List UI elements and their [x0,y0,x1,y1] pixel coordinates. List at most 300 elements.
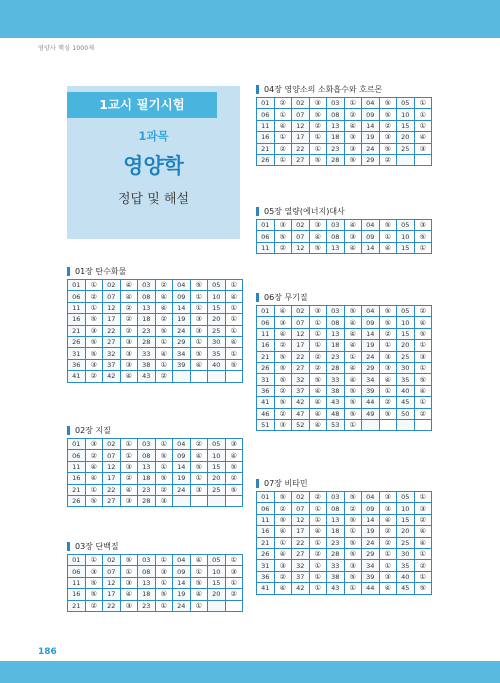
answer-cell: ③ [274,560,292,571]
question-number-cell: 08 [327,231,345,242]
question-number-cell: 11 [257,120,275,131]
question-number-cell: 18 [327,526,345,537]
answer-table [256,219,432,254]
question-number-cell: 05 [397,492,415,503]
answer-cell: ① [309,143,327,154]
question-number-cell: 31 [257,560,275,571]
question-number-cell: 08 [327,317,345,328]
answer-cell: ⑤ [379,98,397,109]
question-number-cell: 03 [138,555,156,566]
answer-cell: ⑤ [344,306,362,317]
question-number-cell: 35 [397,560,415,571]
question-number-cell: 41 [257,583,275,594]
answer-cell: ② [414,560,432,571]
question-number-cell: 32 [103,348,121,359]
answer-cell: ④ [344,328,362,339]
answer-cell: ① [190,473,208,484]
answer-cell: ① [85,555,103,566]
table-row [257,220,432,231]
question-number-cell: 53 [327,419,345,430]
answer-cell: ② [120,314,138,325]
table-row [257,408,432,419]
question-number-cell: 11 [68,302,86,313]
question-number-cell: 23 [138,484,156,495]
answer-cell: ① [414,340,432,351]
answer-cell: ④ [379,374,397,385]
answer-table [67,438,243,507]
answer-cell: ④ [120,371,138,382]
answer-cell: ⑤ [379,143,397,154]
question-number-cell: 21 [257,143,275,154]
answer-cell: ① [414,109,432,120]
answer-cell: ② [85,600,103,611]
question-number-cell: 26 [68,495,86,506]
answer-cell: ⑤ [344,537,362,548]
question-number-cell: 10 [397,109,415,120]
question-number-cell [208,600,226,611]
question-number-cell: 15 [397,120,415,131]
question-number-cell: 12 [103,577,121,588]
question-number-cell: 21 [68,484,86,495]
answer-cell: ② [274,408,292,419]
answer-cell: ③ [414,351,432,362]
answer-cell: ① [155,577,173,588]
question-number-cell: 02 [292,306,310,317]
table-row [257,548,432,559]
subject-number: 1과목 [138,129,169,143]
question-number-cell: 06 [257,317,275,328]
answer-cell: ⑤ [85,348,103,359]
question-number-cell: 21 [68,600,86,611]
answer-cell: ④ [414,526,432,537]
question-number-cell: 01 [257,492,275,503]
answer-table [67,279,243,383]
question-number-cell: 33 [327,560,345,571]
table-row [68,555,243,566]
question-number-cell: 21 [68,325,86,336]
question-number-cell: 40 [397,385,415,396]
question-number-cell: 15 [397,514,415,525]
answer-cell: ④ [274,526,292,537]
exam-label: 1교시 필기시험 [67,92,217,118]
answer-cell: ② [414,408,432,419]
question-number-cell: 20 [208,314,226,325]
question-number-cell: 26 [257,548,275,559]
question-number-cell: 02 [103,555,121,566]
question-number-cell: 26 [68,336,86,347]
answer-cell: ⑤ [344,397,362,408]
answer-cell: ② [379,526,397,537]
question-number-cell: 09 [362,317,380,328]
answer-cell: ③ [155,566,173,577]
answer-cell: ② [120,473,138,484]
question-number-cell: 41 [257,397,275,408]
answer-cell [190,495,208,506]
answer-cell: ③ [85,566,103,577]
answer-section [256,82,432,166]
question-number-cell: 19 [173,473,191,484]
question-number-cell: 18 [138,473,156,484]
answer-section [67,539,243,612]
answer-cell: ⑤ [379,317,397,328]
answer-cell: ③ [414,143,432,154]
table-row [257,503,432,514]
question-number-cell: 04 [173,280,191,291]
question-number-cell: 04 [362,98,380,109]
answer-cell: ④ [190,359,208,370]
question-number-cell: 13 [327,514,345,525]
answer-cell: ⑤ [120,555,138,566]
question-number-cell [208,371,226,382]
answer-cell: ④ [190,450,208,461]
answer-cell: ⑤ [155,589,173,600]
answer-cell: ⑤ [309,109,327,120]
question-number-cell: 09 [173,450,191,461]
table-row [68,325,243,336]
question-number-cell: 09 [362,503,380,514]
question-number-cell: 15 [208,302,226,313]
question-number-cell: 19 [362,132,380,143]
table-row [68,566,243,577]
question-number-cell: 24 [362,537,380,548]
running-header: 영양사 핵심 1000제 [38,45,95,52]
question-number-cell: 26 [257,154,275,165]
answer-cell: ③ [344,132,362,143]
question-number-cell: 15 [208,577,226,588]
question-number-cell: 10 [208,450,226,461]
answer-cell: ① [190,336,208,347]
table-row [257,362,432,373]
table-row [257,231,432,242]
answer-section [256,204,432,254]
question-number-cell: 04 [362,492,380,503]
question-number-cell: 25 [397,537,415,548]
answer-cell: ② [379,537,397,548]
answer-cell: ⑤ [85,577,103,588]
answer-cell: ④ [344,220,362,231]
question-number-cell: 35 [208,348,226,359]
question-number-cell: 07 [292,109,310,120]
answer-cell: ③ [379,492,397,503]
question-number-cell: 03 [327,220,345,231]
answer-cell: ⑤ [155,450,173,461]
question-number-cell: 10 [208,566,226,577]
answer-cell: ③ [120,359,138,370]
answer-cell: ② [309,548,327,559]
answer-cell: ④ [155,291,173,302]
section-marker [256,479,259,488]
question-number-cell: 10 [208,291,226,302]
question-number-cell: 02 [103,439,121,450]
answer-table [256,97,432,166]
answer-cell: ④ [309,385,327,396]
question-number-cell: 16 [257,132,275,143]
answer-cell [379,419,397,430]
question-number-cell: 06 [68,566,86,577]
answer-cell: ⑤ [309,242,327,253]
question-number-cell: 24 [173,600,191,611]
answer-cell: ④ [414,537,432,548]
page-number: 186 [38,647,57,657]
answer-cell: ③ [414,503,432,514]
question-number-cell: 27 [292,548,310,559]
answer-cell: ③ [379,351,397,362]
question-number-cell: 34 [362,560,380,571]
answer-cell: ④ [379,242,397,253]
answer-table [67,554,243,612]
answer-cell: ③ [120,577,138,588]
answer-cell: ③ [344,143,362,154]
table-row [257,132,432,143]
answer-cell: ④ [414,132,432,143]
answer-cell: ② [155,484,173,495]
question-number-cell: 40 [397,571,415,582]
question-number-cell: 05 [397,98,415,109]
answer-cell: ② [274,503,292,514]
section-marker [67,267,70,276]
answer-cell: ⑤ [344,492,362,503]
answer-cell: ③ [85,439,103,450]
question-number-cell: 13 [327,328,345,339]
answer-cell: ② [274,242,292,253]
question-number-cell: 02 [292,492,310,503]
table-row [257,537,432,548]
question-number-cell: 15 [208,461,226,472]
answer-cell: ④ [120,291,138,302]
question-number-cell: 10 [397,231,415,242]
answer-cell: ② [190,439,208,450]
answer-cell: ① [225,314,243,325]
section-marker [67,542,70,551]
question-number-cell: 20 [208,473,226,484]
question-number-cell: 05 [397,306,415,317]
answer-cell: ② [379,120,397,131]
answer-cell [225,371,243,382]
answer-cell: ⑤ [344,408,362,419]
question-number-cell [362,419,380,430]
answer-cell: ① [379,340,397,351]
question-number-cell: 17 [292,526,310,537]
question-number-cell: 04 [362,220,380,231]
question-number-cell: 32 [292,374,310,385]
answer-cell: ④ [414,385,432,396]
question-number-cell: 04 [362,306,380,317]
table-row [68,302,243,313]
answer-cell: ④ [225,291,243,302]
question-number-cell: 07 [292,503,310,514]
answer-cell: ① [309,340,327,351]
question-number-cell: 49 [362,408,380,419]
answer-cell: ① [309,132,327,143]
answer-cell: ① [344,526,362,537]
table-row [257,583,432,594]
section-title-text: 05장 열량(에너지)대사 [264,206,345,216]
question-number-cell: 13 [138,577,156,588]
question-number-cell: 14 [362,120,380,131]
answer-cell: ① [225,325,243,336]
answer-cell: ② [379,397,397,408]
question-number-cell: 20 [397,132,415,143]
question-number-cell: 05 [208,280,226,291]
answer-cell: ② [309,492,327,503]
answer-cell: ④ [344,340,362,351]
answer-cell: ① [225,280,243,291]
section-title-text: 02장 지질 [75,425,111,435]
answer-cell: ④ [309,231,327,242]
question-number-cell: 44 [362,583,380,594]
answer-cell: ① [414,571,432,582]
question-number-cell: 20 [397,526,415,537]
answer-cell: ③ [120,495,138,506]
question-number-cell: 03 [327,306,345,317]
answer-cell: ① [274,154,292,165]
question-number-cell: 09 [173,566,191,577]
answer-cell: ⑤ [414,231,432,242]
question-number-cell: 21 [257,351,275,362]
answer-cell: ⑤ [414,374,432,385]
table-row [68,461,243,472]
answer-section [67,264,243,383]
answer-cell: ① [309,328,327,339]
answer-cell: ③ [274,317,292,328]
question-number-cell: 03 [138,439,156,450]
answer-cell: ② [274,340,292,351]
section-marker [256,85,259,94]
table-row [257,120,432,131]
question-number-cell: 02 [292,98,310,109]
table-row [257,385,432,396]
question-number-cell: 11 [68,461,86,472]
table-row [68,371,243,382]
cover-box [67,86,240,239]
question-number-cell: 33 [138,348,156,359]
question-number-cell: 28 [327,548,345,559]
answer-cell: ③ [309,306,327,317]
answer-cell: ④ [274,120,292,131]
answer-cell: ⑤ [225,359,243,370]
question-number-cell: 03 [327,98,345,109]
answer-cell: ① [414,548,432,559]
question-number-cell: 37 [292,385,310,396]
answer-cell: ④ [274,583,292,594]
answer-cell: ① [274,537,292,548]
question-number-cell: 29 [362,548,380,559]
question-number-cell: 05 [397,220,415,231]
section-title [256,82,432,96]
answer-cell: ④ [309,397,327,408]
section-marker [256,293,259,302]
answer-cell: ② [414,514,432,525]
question-number-cell: 17 [103,589,121,600]
question-number-cell: 15 [397,242,415,253]
question-number-cell: 38 [327,571,345,582]
answer-cell: ① [379,548,397,559]
question-number-cell: 30 [397,362,415,373]
question-number-cell: 31 [257,374,275,385]
answer-cell: ⑤ [344,548,362,559]
answer-cell: ⑤ [85,314,103,325]
question-number-cell: 24 [173,325,191,336]
question-number-cell: 12 [292,242,310,253]
answer-cell: ③ [190,325,208,336]
table-row [257,560,432,571]
question-number-cell: 12 [103,461,121,472]
question-number-cell: 12 [292,514,310,525]
table-row [257,571,432,582]
answer-cell: ④ [120,589,138,600]
question-number-cell: 23 [327,537,345,548]
table-row [68,484,243,495]
question-number-cell: 23 [327,351,345,362]
question-number-cell: 17 [292,340,310,351]
question-number-cell: 07 [103,291,121,302]
answer-cell: ① [309,583,327,594]
question-number-cell: 34 [362,374,380,385]
table-row [68,280,243,291]
answer-cell: ④ [344,362,362,373]
section-title [67,423,243,437]
answer-cell: ① [225,348,243,359]
question-number-cell: 09 [362,231,380,242]
question-number-cell: 16 [68,473,86,484]
question-number-cell: 28 [138,336,156,347]
answer-cell: ⑤ [344,514,362,525]
section-title [256,476,432,490]
answer-cell: ④ [344,317,362,328]
section-marker [67,426,70,435]
answer-cell: ⑤ [414,583,432,594]
answer-cell: ① [155,439,173,450]
question-number-cell: 39 [173,359,191,370]
answer-cell: ④ [85,473,103,484]
question-number-cell: 06 [68,291,86,302]
question-number-cell: 22 [103,325,121,336]
answer-cell: ⑤ [379,306,397,317]
answer-cell: ④ [274,306,292,317]
answer-cell: ⑤ [274,397,292,408]
answer-cell: ③ [344,560,362,571]
answer-cell: ③ [309,98,327,109]
answer-cell [190,371,208,382]
answer-cell: ② [225,589,243,600]
question-number-cell: 08 [327,503,345,514]
question-number-cell: 39 [362,571,380,582]
table-row [257,98,432,109]
answer-cell: ③ [274,220,292,231]
answer-cell: ④ [379,583,397,594]
question-number-cell: 43 [138,371,156,382]
answer-cell: ③ [379,571,397,582]
table-row [257,374,432,385]
question-number-cell: 08 [327,109,345,120]
answer-cell: ③ [225,439,243,450]
answer-cell: ① [309,537,327,548]
question-number-cell: 38 [327,385,345,396]
answer-cell: ⑤ [379,220,397,231]
answer-cell: ① [414,492,432,503]
answer-cell: ① [309,571,327,582]
answer-cell: ② [414,306,432,317]
answer-cell: ④ [120,484,138,495]
question-number-cell: 13 [327,120,345,131]
answer-cell: ② [309,362,327,373]
answer-cell: ② [274,385,292,396]
question-number-cell: 41 [68,371,86,382]
question-number-cell: 37 [103,359,121,370]
answer-cell: ① [344,419,362,430]
question-number-cell: 30 [397,548,415,559]
answer-cell: ④ [225,450,243,461]
